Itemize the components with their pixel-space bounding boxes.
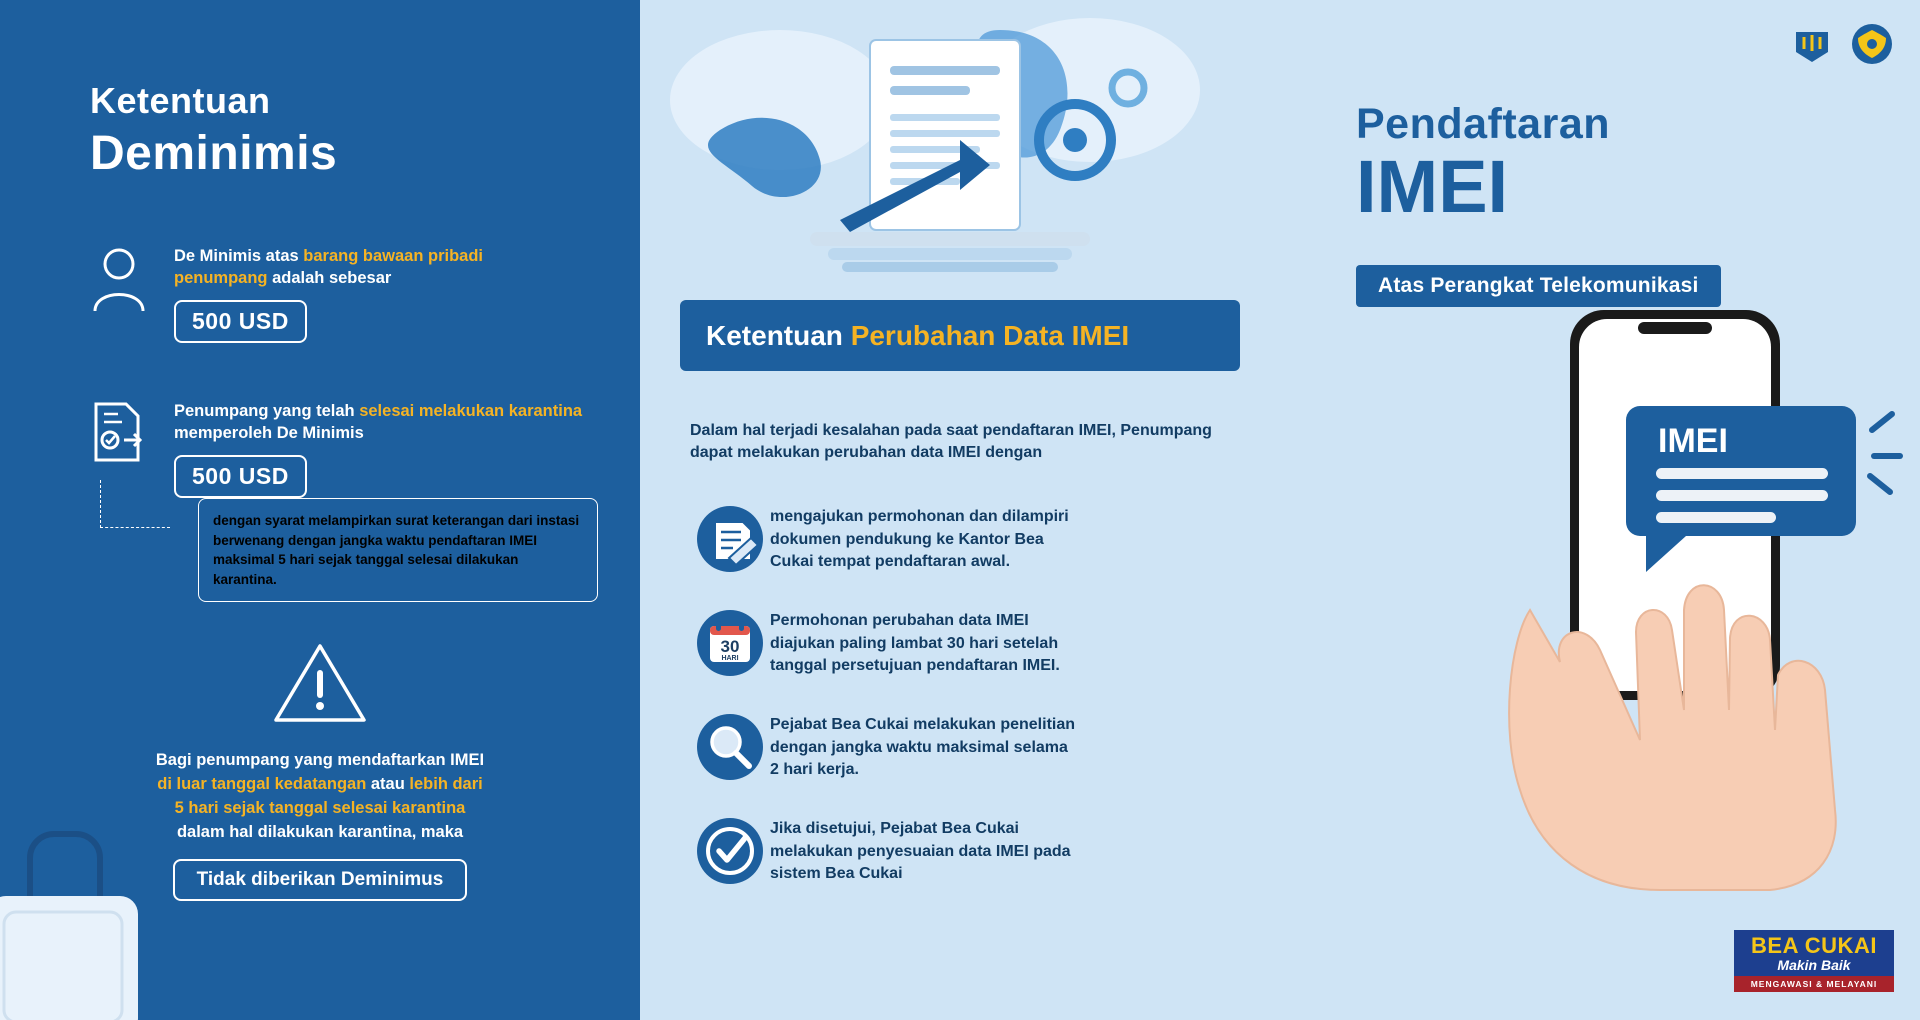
- middle-intro-text: Dalam hal terjadi kesalahan pada saat pendaftaran IMEI, Penumpang dapat melakukan perubahan data IMEI dengan: [690, 422, 1212, 462]
- list-item: [690, 708, 1290, 786]
- brand-line1: BEA CUKAI: [1751, 933, 1877, 959]
- deminimis-item-1-text: De Minimis atas barang bawaan pribadi penumpang adalah sebesar: [174, 247, 484, 288]
- deminimis-item-1: [90, 245, 560, 343]
- svg-text:HARI: HARI: [721, 655, 739, 662]
- svg-text:30: 30: [720, 637, 740, 656]
- brand-line2: Makin Baik: [1777, 957, 1851, 974]
- left-panel-title: [90, 80, 337, 181]
- brand-line3: MENGAWASI & MELAYANI: [1734, 976, 1894, 992]
- warning-triangle-icon: [0, 640, 640, 731]
- warning-text: Bagi penumpang yang mendaftarkan IMEI di luar tanggal kedatangan atau lebih dari 5 hari sejak tanggal selesai karantina dalam hal dilakukan karantina, maka: [155, 751, 485, 841]
- warning-pill: Tidak diberikan Deminimus: [173, 859, 468, 901]
- deminimis-item-2-text: Penumpang yang telah selesai melakukan karantina memperoleh De Minimis: [174, 402, 583, 443]
- bea-cukai-emblem-icon: [1850, 22, 1894, 66]
- document-illustration: [660, 10, 1220, 310]
- middle-banner: Ketentuan Perubahan Data IMEI: [680, 300, 1240, 371]
- deminimis-item-2-note: dengan syarat melampirkan surat keterangan dari instasi berwenang dengan jangka waktu pendaftaran IMEI maksimal 5 hari sejak tanggal selesai dilakukan karantina.: [198, 498, 598, 602]
- person-icon: [90, 245, 152, 320]
- page-title: [1356, 100, 1916, 228]
- magnifier-icon: [690, 708, 770, 786]
- calendar-30-days-icon: [690, 604, 770, 682]
- dashed-connector: [100, 480, 170, 528]
- phone-in-hand-illustration: [1440, 310, 1920, 870]
- right-panel: [1340, 0, 1920, 1020]
- title-line1: Pendaftaran: [1356, 100, 1611, 148]
- svg-text:IMEI: IMEI: [1658, 422, 1728, 460]
- subtitle-badge: Atas Perangkat Telekomunikasi: [1356, 265, 1721, 307]
- middle-panel: [640, 0, 1340, 1020]
- left-panel: [0, 0, 640, 1020]
- hand-writing-document-icon: [690, 500, 770, 578]
- steps-list: [690, 500, 1290, 916]
- logo-group: [1790, 22, 1894, 66]
- document-transfer-icon: [90, 400, 152, 471]
- kemenkeu-logo-icon: [1790, 22, 1834, 66]
- list-item: [690, 604, 1290, 682]
- list-item-text: Jika disetujui, Pejabat Bea Cukai melakukan penyesuaian data IMEI pada sistem Bea Cukai: [770, 820, 1071, 883]
- deminimis-item-1-amount: 500 USD: [174, 300, 307, 343]
- checkmark-circle-icon: [690, 812, 770, 890]
- list-item-text: Pejabat Bea Cukai melakukan penelitian dengan jangka waktu maksimal selama 2 hari kerja.: [770, 716, 1076, 779]
- deminimis-item-2-amount: 500 USD: [174, 455, 307, 498]
- list-item-text: mengajukan permohonan dan dilampiri dokumen pendukung ke Kantor Bea Cukai tempat pendaftaran awal.: [770, 508, 1069, 571]
- suitcase-decoration-icon: [0, 800, 200, 1020]
- left-title-line1: Ketentuan: [90, 80, 271, 121]
- list-item: [690, 500, 1290, 578]
- list-item: [690, 812, 1290, 890]
- left-title-line2: Deminimis: [90, 127, 338, 180]
- bea-cukai-brand-logo: [1734, 930, 1894, 992]
- brand-top: [1734, 930, 1894, 976]
- list-item-text: Permohonan perubahan data IMEI diajukan paling lambat 30 hari setelah tanggal persetujuan pendaftaran IMEI.: [770, 612, 1060, 675]
- title-line2: IMEI: [1356, 145, 1509, 228]
